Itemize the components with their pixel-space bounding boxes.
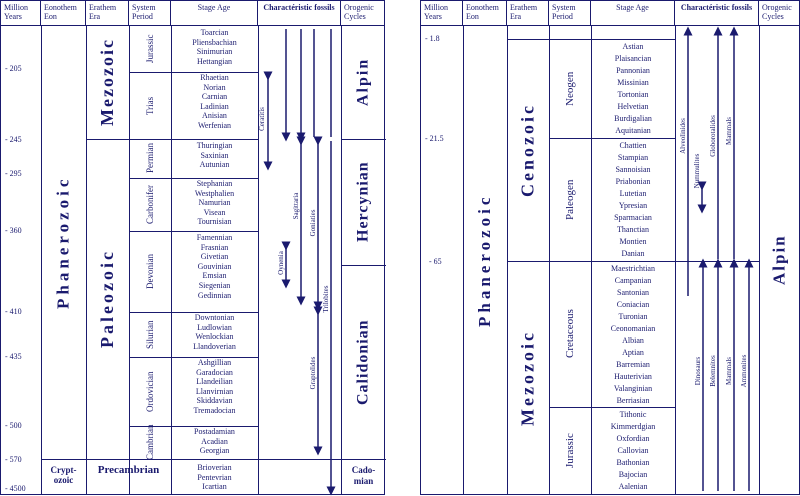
era-cenozoic: Cenozoic xyxy=(517,103,538,197)
header-eonothem: Eonothem Eon xyxy=(41,1,86,25)
header-orogenic: Orogenic Cycles xyxy=(344,3,374,21)
tick-label: - 205 xyxy=(5,64,22,73)
fossil-label-ceratitis: Ceratitis xyxy=(258,107,266,131)
fossil-label-alveolinides: Alveolinides xyxy=(679,118,687,154)
orogenic-hercynian: Hercynian xyxy=(354,161,372,243)
tick-label: - 295 xyxy=(5,169,22,178)
fossil-ranges-right xyxy=(421,1,800,496)
fossil-label-mammals-lower: Mammals xyxy=(725,357,733,385)
tick-label: - 500 xyxy=(5,421,22,430)
system-paleogen: Paleogen xyxy=(564,179,576,220)
orogenic-cadomian: Cado- mian xyxy=(351,465,376,486)
left-timescale-panel xyxy=(0,0,385,495)
header-erathem: Erathem Era xyxy=(86,1,129,25)
header-erathem: Erathem Era xyxy=(507,1,549,25)
eon-phanerozoic: Phanerozoic xyxy=(475,193,494,327)
fossil-label-dinosaurs: Dinosaurs xyxy=(694,356,702,386)
header-system: System Period xyxy=(549,1,591,25)
right-timescale-panel xyxy=(420,0,800,495)
tick-label: - 570 xyxy=(5,455,22,464)
stage-list-permian: Thuringian Saxinian Autunian xyxy=(196,141,233,170)
header-system: System Period xyxy=(129,1,171,25)
tick-label: - 1.8 xyxy=(425,34,440,43)
fossil-label-mammals: Mammals xyxy=(725,117,733,145)
fossil-label-belemnites: Belemnites xyxy=(709,355,717,387)
era-precambrian: Precambrian xyxy=(97,464,160,476)
era-mezozoic: Mezozoic xyxy=(517,330,538,426)
stage-list-ordovician: Ashgillian Garadocian Llandeilian Llanvirnian Skiddavian Tremadocian xyxy=(193,358,236,415)
tick-label: - 435 xyxy=(5,352,22,361)
system-neogen: Neogen xyxy=(564,71,576,106)
header-million-years: Million Years xyxy=(421,1,463,25)
fossil-label-sagittaria: Sagittaria xyxy=(292,192,300,220)
stage-list-carbonifer: Stephanian Westphalien Namurian Visean Tournisian xyxy=(194,179,235,227)
header-eonothem: Eonothem Eon xyxy=(463,1,507,25)
tick-label: - 245 xyxy=(5,135,22,144)
header-fossils: Charactéristic fossils xyxy=(675,1,759,25)
system-jurassic: Jurassic xyxy=(564,433,576,469)
header-stage: Stage Age xyxy=(591,1,675,25)
system-silurian: Silurian xyxy=(145,320,155,349)
header-million-years: Million Years xyxy=(1,1,41,25)
system-jurassic: Jurassic xyxy=(145,34,155,63)
fossil-label-oynenia: Oynenia xyxy=(277,251,285,275)
stage-list-neogen: Astian Plaisancian Pannonian Missinian Tortonian Helvetian Burdigalian Aquitanian xyxy=(614,42,652,135)
stage-list-cambrian: Postadamian Acadian Georgian xyxy=(194,427,235,456)
fossil-label-nummulites: Nummulites xyxy=(693,153,701,189)
stage-list-precambrian: Brioverian Pentevrian Icartian xyxy=(197,463,232,492)
orogenic-calidonian: Calidonian xyxy=(354,319,372,405)
system-trias: Trias xyxy=(145,96,155,115)
fossil-label-graptolides: Graptolides xyxy=(309,356,317,390)
orogenic-alpin: Alpin xyxy=(354,57,372,107)
fossil-label-goniaties: Goniaties xyxy=(309,209,317,237)
tick-label: - 21.5 xyxy=(425,134,444,143)
system-devonian: Devonian xyxy=(145,254,155,289)
system-cambrian: Cambrian xyxy=(145,424,155,461)
tick-label: - 65 xyxy=(429,257,442,266)
stage-list-paleogen: Chattien Stampian Sannoisian Priabonian Lutetian Ypresian Sparmacian Thanctian Montien Danian xyxy=(614,141,652,258)
system-permian: Permian xyxy=(145,143,155,174)
stage-list-jurassic: Tithonic Kimmerdgian Oxfordian Callovian Bathonian Bajocian Aalenian xyxy=(610,410,656,491)
system-cretaceous: Cretaceous xyxy=(564,309,576,359)
eon-phanerozoic: Phanerozoic xyxy=(53,175,73,309)
system-carbonifer: Carbonifer xyxy=(145,185,155,224)
fossil-label-globorotalides: Globorotalides xyxy=(709,115,717,157)
tick-label: - 360 xyxy=(5,226,22,235)
tick-label: - 410 xyxy=(5,307,22,316)
era-paleozoic: Paleozoic xyxy=(97,249,117,349)
header-stage: Stage Age xyxy=(171,1,258,25)
fossil-label-ammonites: Ammonites xyxy=(740,354,748,388)
header-fossils: Charactéristic fossils xyxy=(258,1,341,25)
era-mezozoic: Mezozoic xyxy=(97,38,117,126)
header-orogenic: Orogenic Cycles xyxy=(762,3,792,21)
eon-cryptozoic: Crypt- ozoic xyxy=(50,465,77,485)
stage-list-devonian: Famennian Frasnian Givetian Gouvinian Emsian Siegenian Gedinnian xyxy=(196,233,233,300)
orogenic-alpin: Alpin xyxy=(769,234,789,286)
stage-list-jurassic: Toarcian Pliensbachian Sinimurian Hettangian xyxy=(192,28,237,66)
stage-list-cretaceous: Maestrichtian Campanian Santonian Coniacian Turonian Ceonomanian Albian Aptian Barremian Hauterivian Valanginian Berriasian xyxy=(610,264,656,405)
system-ordovician: Ordovician xyxy=(145,371,155,412)
stage-list-trias: Rhaetian Norian Carnian Ladinian Anisian Werfenian xyxy=(197,73,232,130)
stage-list-silurian: Downtonian Ludlowian Wenlockian Llandoverian xyxy=(193,313,236,351)
fossil-ranges-left xyxy=(1,1,386,496)
fossil-label-trilobites: Trilobites xyxy=(322,285,330,313)
tick-label: - 4500 xyxy=(5,484,26,493)
